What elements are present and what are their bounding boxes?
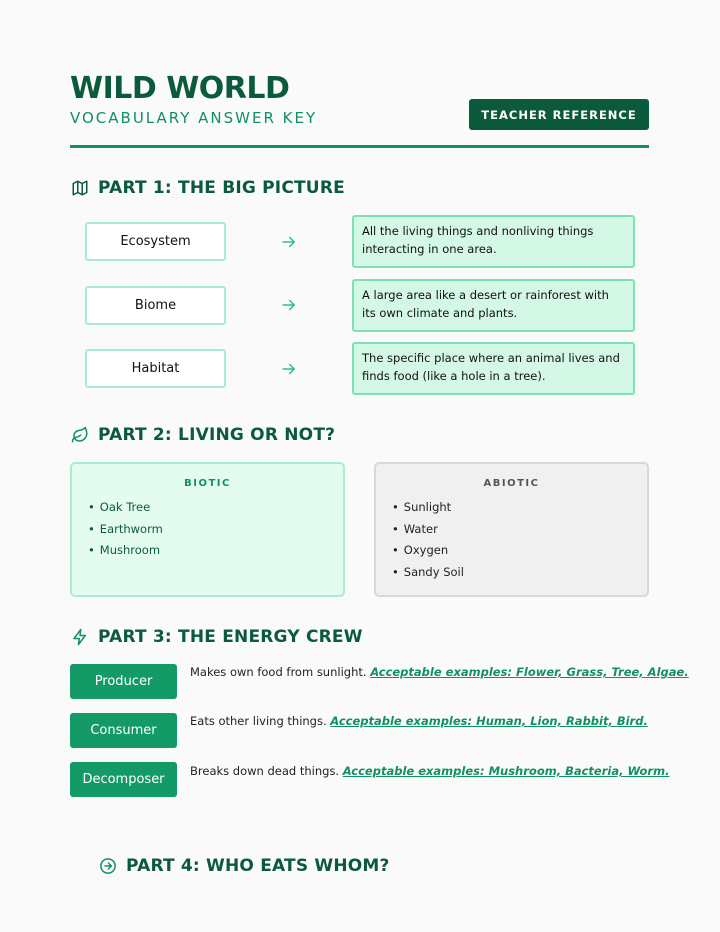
abiotic-title: ABIOTIC bbox=[483, 478, 540, 489]
leaf-icon bbox=[70, 425, 90, 445]
decomposer-label: Decomposer bbox=[70, 762, 177, 797]
lightning-icon bbox=[70, 627, 90, 647]
definition-box: All the living things and nonliving things interacting in one area. bbox=[352, 215, 635, 268]
page-title: WILD WORLD bbox=[70, 71, 290, 106]
list-item: • Sandy Soil bbox=[390, 562, 633, 584]
part3-heading-text: PART 3: THE ENERGY CREW bbox=[98, 627, 363, 647]
arrow-circle-icon bbox=[98, 856, 118, 876]
role-examples: Acceptable examples: Mushroom, Bacteria, Worm. bbox=[342, 764, 670, 778]
arrow-right-icon bbox=[280, 233, 298, 251]
role-examples: Acceptable examples: Flower, Grass, Tree, Algae. bbox=[370, 665, 689, 679]
part1-heading-text: PART 1: THE BIG PICTURE bbox=[98, 178, 345, 198]
part2-heading-text: PART 2: LIVING OR NOT? bbox=[98, 425, 336, 445]
part1-heading bbox=[70, 178, 345, 198]
arrow-right-icon bbox=[280, 296, 298, 314]
producer-description bbox=[190, 664, 689, 680]
definition-box: The specific place where an animal lives and finds food (like a hole in a tree). bbox=[352, 342, 635, 395]
role-description-text: Makes own food from sunlight. bbox=[190, 665, 367, 679]
arrow-right-icon bbox=[280, 360, 298, 378]
term-box: Habitat bbox=[85, 349, 226, 388]
consumer-description bbox=[190, 713, 648, 729]
decomposer-description bbox=[190, 763, 669, 779]
abiotic-list bbox=[390, 497, 633, 583]
consumer-label: Consumer bbox=[70, 713, 177, 748]
definition-box: A large area like a desert or rainforest with its own climate and plants. bbox=[352, 279, 635, 332]
role-examples: Acceptable examples: Human, Lion, Rabbit, Bird. bbox=[330, 714, 648, 728]
list-item: • Oak Tree bbox=[86, 497, 329, 519]
term-box: Biome bbox=[85, 286, 226, 325]
biotic-list bbox=[86, 497, 329, 562]
producer-label: Producer bbox=[70, 664, 177, 699]
part3-heading bbox=[70, 627, 363, 647]
part2-heading bbox=[70, 425, 335, 445]
part4-heading-text: PART 4: WHO EATS WHOM? bbox=[126, 856, 390, 876]
biotic-box bbox=[70, 462, 345, 597]
part4-heading bbox=[98, 856, 390, 876]
biotic-title: BIOTIC bbox=[184, 478, 231, 489]
page-subtitle: VOCABULARY ANSWER KEY bbox=[70, 109, 318, 127]
map-icon bbox=[70, 178, 90, 198]
teacher-reference-badge: TEACHER REFERENCE bbox=[469, 99, 649, 130]
abiotic-box bbox=[374, 462, 649, 597]
list-item: • Earthworm bbox=[86, 519, 329, 541]
list-item: • Mushroom bbox=[86, 540, 329, 562]
list-item: • Water bbox=[390, 519, 633, 541]
header-divider bbox=[70, 145, 649, 148]
term-box: Ecosystem bbox=[85, 222, 226, 261]
role-description-text: Eats other living things. bbox=[190, 714, 327, 728]
list-item: • Oxygen bbox=[390, 540, 633, 562]
role-description-text: Breaks down dead things. bbox=[190, 764, 340, 778]
list-item: • Sunlight bbox=[390, 497, 633, 519]
